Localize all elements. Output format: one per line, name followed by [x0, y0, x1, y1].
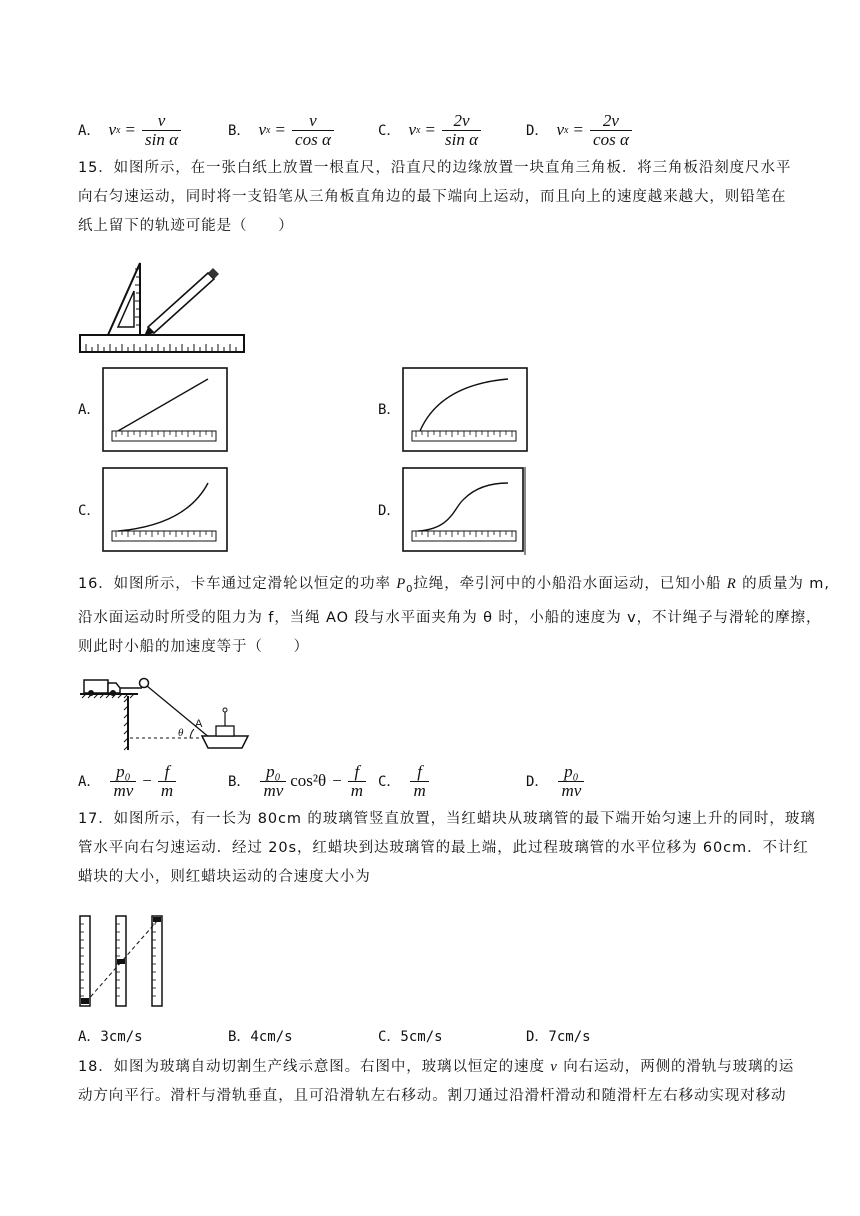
theta-label: θ — [178, 727, 184, 739]
q15-text — [78, 154, 791, 241]
fraction: $\frac{\text{p₀}}{mv}$ — [558, 763, 584, 800]
option-label: D． — [526, 123, 549, 139]
q16-line: 沿水面运动时所受的阻力为 f，当绳 AO 段与水平面夹角为 θ 时，小船的速度为 v，不计绳子与滑轮的摩擦， — [78, 609, 822, 626]
q18-text — [78, 1053, 794, 1111]
q16-option-d — [526, 758, 586, 804]
formula-lhs: v — [556, 120, 564, 139]
fraction: $\frac{f}{m}$ — [348, 763, 366, 800]
truck-icon — [84, 680, 120, 696]
q15-option-a-label: A． — [78, 402, 101, 418]
q16-option-c — [378, 758, 431, 804]
glass-tube — [80, 916, 90, 1006]
numerator: v — [157, 110, 166, 130]
pencil-icon — [144, 268, 219, 336]
formula-lhs: v — [408, 120, 416, 139]
v-symbol: v — [550, 1059, 558, 1075]
q17-line: 管水平向右匀速运动．经过 20s，红蜡块到达玻璃管的最上端，此过程玻璃管的水平位移为 60cm．不计红 — [78, 840, 809, 856]
q16-option-b: B． $\frac{\text{p₀}}{mv}$ cos²θ − $\frac{f}{m}$ — [228, 758, 368, 804]
q17-line: 蜡块的大小，则红蜡块运动的合速度大小为 — [78, 869, 371, 885]
glass-tube — [116, 916, 126, 1006]
q16-option-a: A． $\frac{\text{p₀}}{mv}$ − $\frac{f}{m}$ — [78, 758, 178, 804]
q17-line: 17．如图所示，有一长为 80cm 的玻璃管竖直放置，当红蜡块从玻璃管的最下端开始匀速上升的同时，玻璃 — [78, 811, 816, 827]
formula-sub: x — [563, 124, 569, 136]
formula-sub: x — [415, 124, 421, 136]
q15-line: 向右匀速运动，同时将一支铅笔从三角板直角边的最下端向上运动，而且向上的速度越来越大，则铅笔在 — [78, 189, 787, 205]
numerator: 2v — [602, 110, 619, 130]
option-label: C． — [378, 774, 401, 790]
r-symbol: R — [726, 576, 737, 592]
q16-line: 16．如图所示，卡车通过定滑轮以恒定的功率 $P_0$拉绳，牵引河中的小船沿水面运动，已知小船 R 的质量为 m, — [78, 576, 830, 595]
fraction — [292, 112, 334, 149]
q15-line: 纸上留下的轨迹可能是（ ） — [78, 218, 294, 234]
q14-option-a: A． v x = $\frac{v}{\text{sin α}}$ — [78, 108, 183, 152]
q18-line: 动方向平行。滑杆与滑轨垂直，且可沿滑轨左右移动。割刀通过沿滑杆滑动和随滑杆左右移动实现对移动 — [78, 1088, 787, 1104]
q15-option-c-graph — [102, 467, 228, 552]
q15-option-a-graph — [102, 367, 228, 452]
glass-tube — [152, 916, 162, 1006]
set-square — [108, 263, 140, 335]
truck-pulley-boat-figure — [78, 672, 258, 754]
denominator: cos α — [590, 130, 632, 149]
q15-option-d-label: D． — [378, 503, 401, 519]
q17-option-b: B．4cm/s — [228, 1029, 293, 1045]
q14-options — [78, 108, 778, 152]
q17-option-d: D．7cm/s — [526, 1029, 591, 1045]
p0-symbol: P — [396, 576, 407, 592]
q15-option-b-label: B． — [378, 402, 401, 418]
q15-option-d-graph — [402, 467, 528, 557]
fraction: $\frac{f}{m}$ — [158, 763, 176, 800]
q18-line: 18．如图为玻璃自动切割生产线示意图。右图中，玻璃以恒定的速度 v 向右运动，两侧的滑轨与玻璃的运 — [78, 1059, 795, 1075]
option-label: B． — [228, 774, 251, 790]
ruler-triangle-pencil-figure — [78, 255, 248, 355]
q14-option-c: C． v x = $\frac{2v}{\text{sin α}}$ — [378, 108, 483, 152]
q14-option-b: B． v x = $\frac{v}{\text{cos α}}$ — [228, 108, 336, 152]
p0-sub: 0 — [406, 583, 414, 595]
q17-text — [78, 805, 816, 892]
q16-line: 则此时小船的加速度等于（ ） — [78, 638, 309, 655]
denominator: cos α — [292, 130, 334, 149]
denominator: sin α — [142, 130, 181, 149]
fraction: $\frac{\text{p₀}}{mv}$ — [260, 763, 286, 800]
boat-icon — [202, 708, 248, 748]
q16-options — [78, 758, 778, 804]
formula-lhs: v — [258, 120, 266, 139]
formula-sub: x — [115, 124, 121, 136]
formula-lhs: v — [108, 120, 116, 139]
q17-option-a: A．3cm/s — [78, 1029, 143, 1045]
q15-option-c-label: C． — [78, 503, 101, 519]
option-label: A． — [78, 774, 101, 790]
ruler — [80, 335, 244, 352]
option-label: A． — [78, 123, 101, 139]
q15-option-b-graph — [402, 367, 528, 452]
q14-option-d: D． v x = $\frac{2v}{\text{cos α}}$ — [526, 108, 634, 152]
glass-tube-figure — [78, 912, 168, 1010]
option-label: D． — [526, 774, 549, 790]
q15-line: 15．如图所示，在一张白纸上放置一根直尺，沿直尺的边缘放置一块直角三角板．将三角板沿刻度尺水平 — [78, 160, 792, 176]
fraction: $\frac{f}{m}$ — [410, 763, 428, 800]
fraction — [442, 112, 481, 149]
formula-sub: x — [265, 124, 271, 136]
fraction: $\frac{\text{p₀}}{mv}$ — [110, 763, 136, 800]
numerator: 2v — [453, 110, 470, 130]
option-label: B． — [228, 123, 251, 139]
q17-option-c: C．5cm/s — [378, 1029, 443, 1045]
option-label: C． — [378, 123, 401, 139]
denominator: sin α — [442, 130, 481, 149]
fraction — [142, 112, 181, 149]
point-a-label: A — [195, 718, 203, 730]
numerator: v — [309, 110, 317, 130]
q16-text — [78, 570, 830, 662]
fraction — [590, 112, 632, 149]
